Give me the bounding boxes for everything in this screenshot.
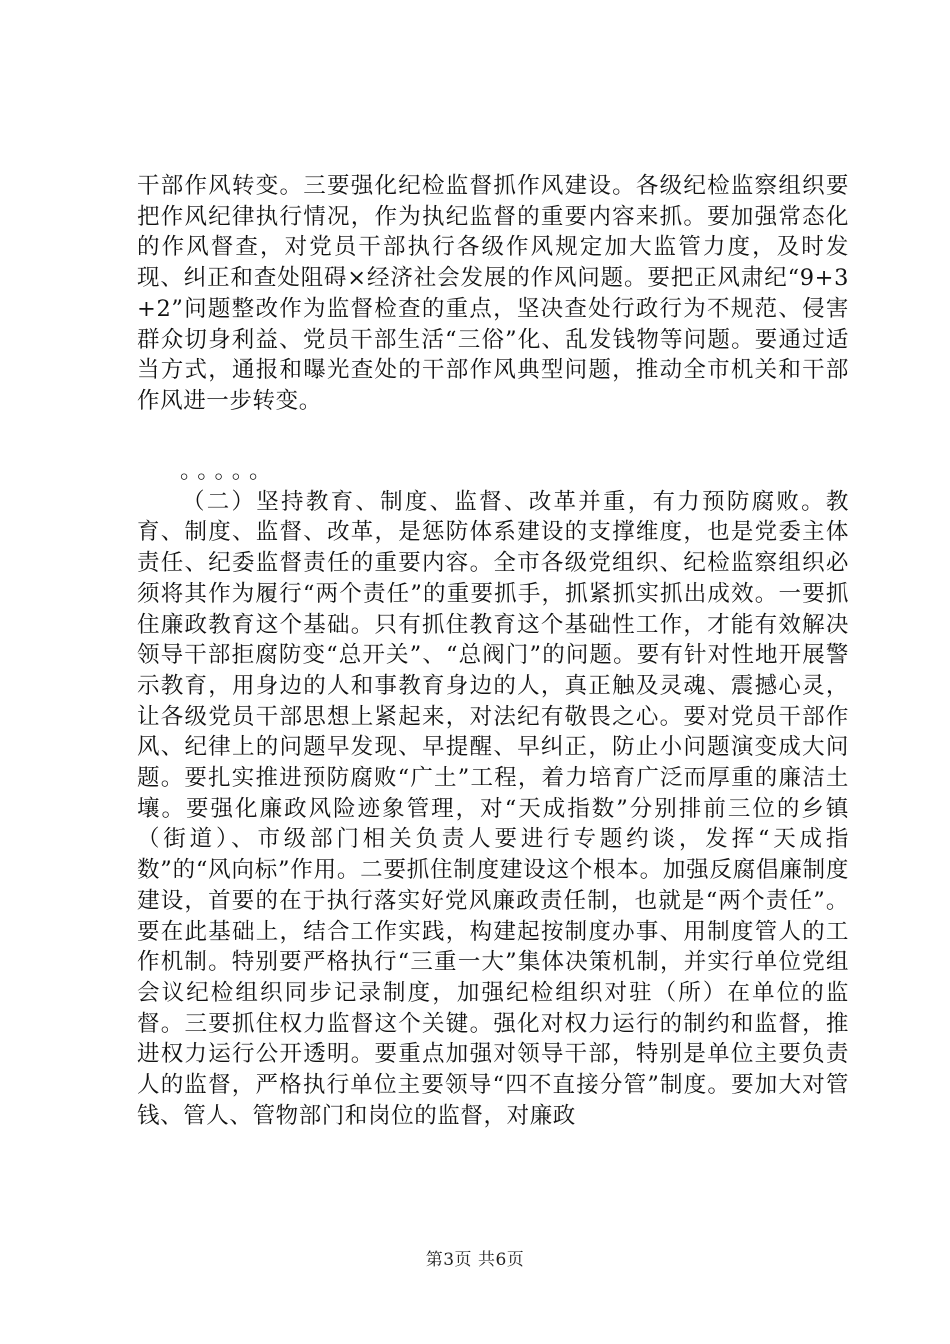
- paragraph-section-two: （二）坚持教育、制度、监督、改革并重，有力预防腐败。教育、制度、监督、改革，是惩防体系建设的支撑维度，也是党委主体责任、纪委监督责任的重要内容。全市各级党组织、纪检监察组织必须将其作为履行“两个责任”的重要抓手，抓紧抓实抓出成效。一要抓住廉政教育这个基础。只有抓住教育这个基础性工作，才能有效解决领导干部拒腐防变“总开关”、“总阀门”的问题。要有针对性地开展警示教育，用身边的人和事教育身边的人，真正触及灵魂、震撼心灵，让各级党员干部思想上紧起来，对法纪有敬畏之心。要对党员干部作风、纪律上的问题早发现、早提醒、早纠正，防止小问题演变成大问题。要扎实推进预防腐败“广土”工程，着力培育广泛而厚重的廉洁土壤。要强化廉政风险迹象管理，对“天成指数”分别排前三位的乡镇（街道）、市级部门相关负责人要进行专题约谈，发挥“天成指数”的“风向标”作用。二要抓住制度建设这个根本。加强反腐倡廉制度建设，首要的在于执行落实好党风廉政责任制，也就是“两个责任”。要在此基础上，结合工作实践，构建起按制度办事、用制度管人的工作机制。特别要严格执行“三重一大”集体决策机制，并实行单位党组会议纪检组织同步记录制度，加强纪检组织对驻（所）在单位的监督。三要抓住权力监督这个关键。强化对权力运行的制约和监督，推进权力运行公开透明。要重点加强对领导干部，特别是单位主要负责人的监督，严格执行单位主要领导“四不直接分管”制度。要加大对管钱、管人、管物部门和岗位的监督，对廉政: [137, 488, 849, 1129]
- ellipsis-marker: 。。。。。: [180, 458, 278, 484]
- page-number-label: 第3页 共6页: [425, 1250, 525, 1270]
- paragraph-continued: [137, 171, 849, 417]
- paragraph-text: 干部作风转变。三要强化纪检监督抓作风建设。各级纪检监察组织要把作风纪律执行情况，作为执纪监督的重要内容来抓。要加强常态化的作风督查，对党员干部执行各级作风规定加大监管力度，及时发现、纠正和查处阻碍×经济社会发展的作风问题。要把正风肃纪“9+3+2”问题整改作为监督检查的重点，坚决查处行政行为不规范、侵害群众切身利益、党员干部生活“三俗”化、乱发钱物等问题。要通过适当方式，通报和曝光查处的干部作风典型问题，推动全市机关和干部作风进一步转变。: [137, 173, 849, 414]
- section-two: [137, 456, 849, 1131]
- page-footer: [0, 1250, 950, 1270]
